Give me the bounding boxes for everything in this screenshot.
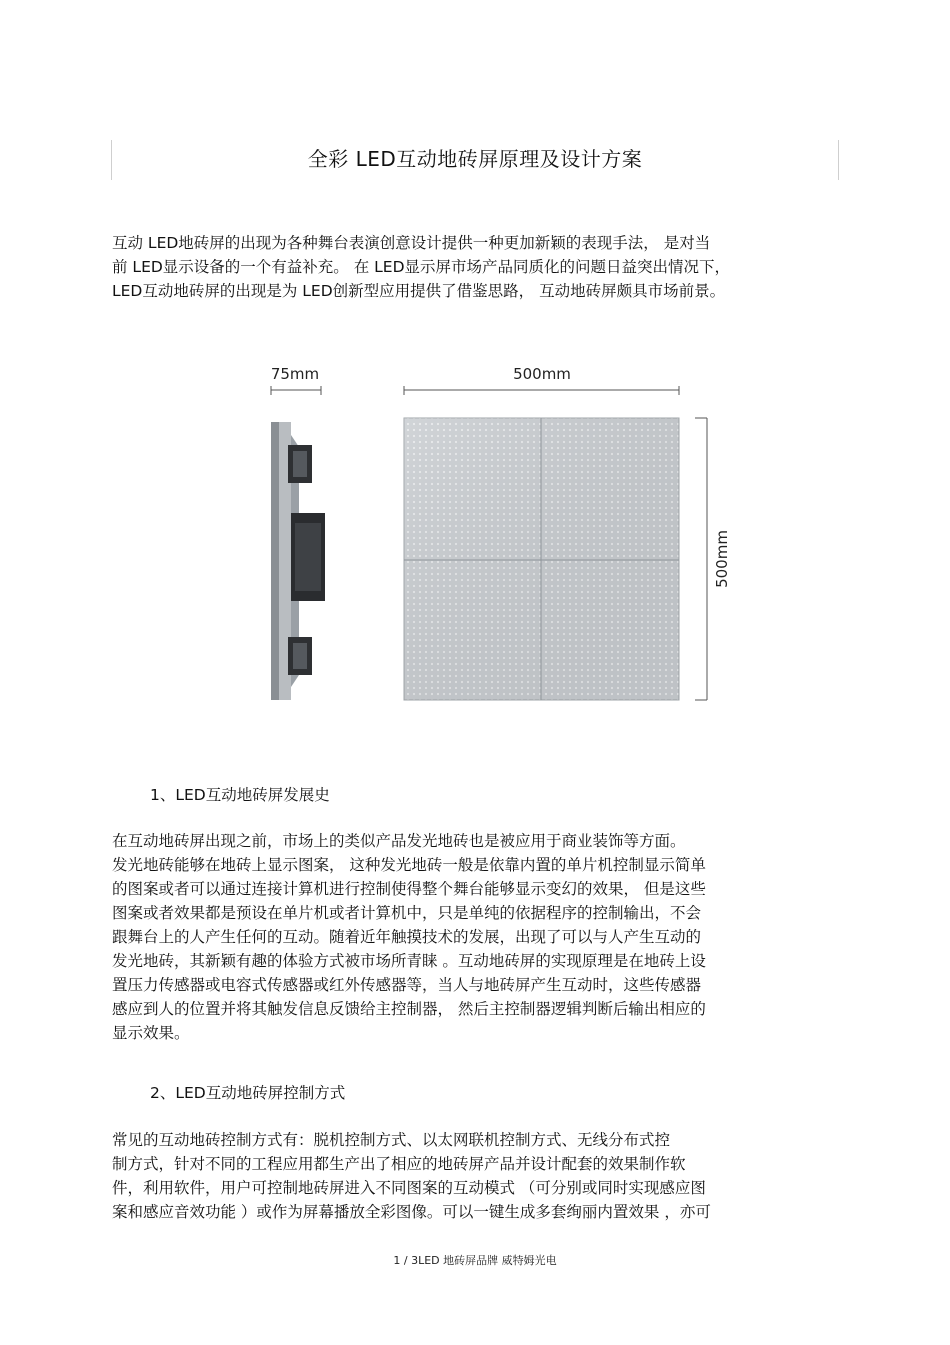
- intro-line: 前 LED显示设备的一个有益补充。 在 LED显示屏市场产品同质化的问题日益突出情况下，: [112, 258, 731, 276]
- depth-dimension: [271, 365, 321, 395]
- height-dimension: [695, 418, 731, 700]
- page-footer: 1 / 3LED 地砖屏品牌 威特姆光电: [393, 1254, 557, 1267]
- width-label: 500mm: [513, 365, 571, 383]
- intro-paragraph: [112, 231, 838, 303]
- section-1-line: 感应到人的位置并将其触发信息反馈给主控制器， 然后主控制器逻辑判断后输出相应的: [112, 1000, 706, 1018]
- section-1-line: 图案或者效果都是预设在单片机或者计算机中，只是单纯的依据程序的控制输出，不会: [112, 904, 702, 922]
- section-1-line: 在互动地砖屏出现之前，市场上的类似产品发光地砖也是被应用于商业装饰等方面。: [112, 832, 686, 850]
- section-1-line: 发光地砖，其新颖有趣的体验方式被市场所青睐 。互动地砖屏的实现原理是在地砖上设: [112, 952, 706, 970]
- section-2-line: 件，利用软件，用户可控制地砖屏进入不同图案的互动模式 （可分别或同时实现感应图: [112, 1179, 706, 1197]
- section-1-line: 跟舞台上的人产生任何的互动。随着近年触摸技术的发展，出现了可以与人产生互动的: [112, 928, 702, 946]
- document-title: 全彩 LED互动地砖屏原理及设计方案: [307, 147, 643, 171]
- section-1-line: 的图案或者可以通过连接计算机进行控制使得整个舞台能够显示变幻的效果， 但是这些: [112, 880, 706, 898]
- height-label: 500mm: [713, 530, 731, 588]
- section-1-paragraph: [112, 829, 838, 1045]
- section-2-paragraph: [112, 1128, 838, 1224]
- width-dimension: [404, 365, 679, 395]
- tile-side-view: [271, 422, 325, 700]
- section-2-line: 常见的互动地砖控制方式有：脱机控制方式、以太网联机控制方式、无线分布式控: [112, 1131, 671, 1149]
- section-1-heading: 1、LED互动地砖屏发展史: [150, 786, 330, 804]
- led-tile-diagram: [255, 355, 755, 715]
- section-2-line: 制方式，针对不同的工程应用都生产出了相应的地砖屏产品并设计配套的效果制作软: [112, 1155, 686, 1173]
- title-box: [111, 140, 839, 180]
- section-2-line: 案和感应音效功能 ）或作为屏幕播放全彩图像。可以一键生成多套绚丽内置效果 ，亦可: [112, 1203, 711, 1221]
- intro-line: LED互动地砖屏的出现是为 LED创新型应用提供了借鉴思路， 互动地砖屏颇具市场前景。: [112, 282, 726, 300]
- section-1-line: 显示效果。: [112, 1024, 190, 1042]
- section-2-heading: 2、LED互动地砖屏控制方式: [150, 1084, 346, 1102]
- tile-front-view: [404, 418, 679, 700]
- section-1-line: 发光地砖能够在地砖上显示图案， 这种发光地砖一般是依靠内置的单片机控制显示简单: [112, 856, 706, 874]
- depth-label: 75mm: [270, 365, 320, 383]
- intro-line: 互动 LED地砖屏的出现为各种舞台表演创意设计提供一种更加新颖的表现手法， 是对当: [112, 234, 711, 252]
- led-tile-figure: [255, 355, 755, 715]
- section-1-line: 置压力传感器或电容式传感器或红外传感器等，当人与地砖屏产生互动时，这些传感器: [112, 976, 702, 994]
